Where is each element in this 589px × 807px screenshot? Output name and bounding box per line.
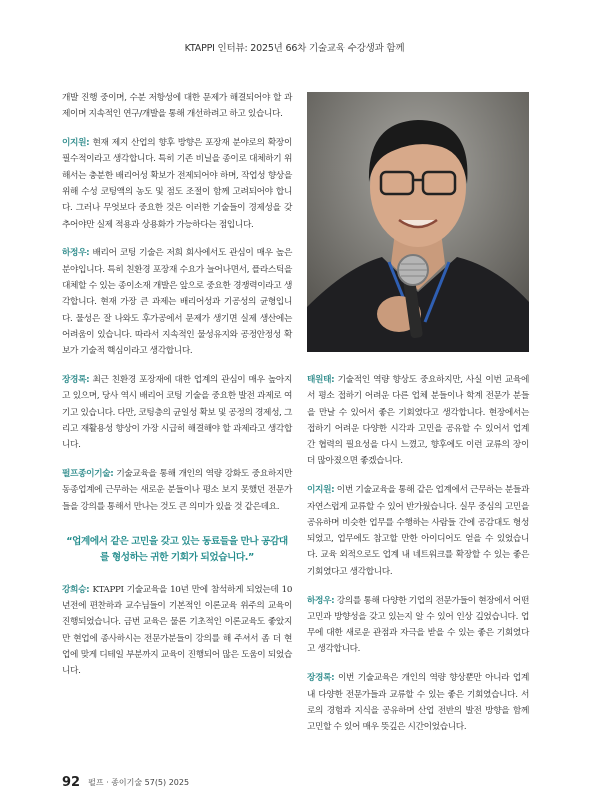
speaker-name: 태원태:	[307, 375, 335, 385]
speaker-name: 이지원:	[307, 485, 335, 496]
paragraph	[307, 482, 529, 580]
journal-reference: 펄프 · 종이기술 57(5) 2025	[88, 777, 190, 787]
speaker-name: 하정우:	[307, 595, 335, 606]
speaker-name: 장경록:	[307, 673, 335, 684]
paragraph	[62, 90, 292, 123]
paragraph	[62, 466, 292, 515]
paragraph-text: KTAPPI 기술교육을 10년 만에 참석하게 되었는데 10년전에 편찬하과 교수님들이 기본적인 이론교육 위주의 교육이 진행되었습니다. 금번 교육은 물론 기초적인 이론교육도 좋았지만 현업에 종사하시는 전문가분들이 강의를 해 주셔서 좀 더 현업에 맞게 디테일 부분까지 교육이 진행되어 많은 도움이 되었습니다.	[62, 584, 292, 677]
paragraph-text: 배리어 코팅 기술은 저희 회사에서도 관심이 매우 높은 분야입니다. 특히 친환경 포장재 수요가 늘어나면서, 플라스틱을 대체할 수 있는 종이소재 개발은 앞으로 중요한 경쟁력이라고 생각합니다. 현재 가장 큰 과제는 배리어성과 기공성의 균형입니다. 물성은 잘 나와도 후가공에서 문제가 생기면 실제 생산에는 어려움이 있습니다. 따라서 지속적인 물성유지와 공정안정성 확보가 기술적 핵심이라고 생각합니다.	[62, 248, 292, 357]
portrait-illustration	[307, 92, 529, 352]
paragraph	[307, 670, 529, 735]
paragraph-text: 기술교육을 통해 개인의 역량 강화도 중요하지만 동종업계에 근무하는 새로운 분들이나 평소 보지 못했던 전문가들을 강의를 통해서 만나는 것도 큰 의미가 있을 것 같은데요.	[62, 468, 292, 512]
speaker-name: 장경록:	[62, 374, 90, 385]
running-header: KTAPPI 인터뷰: 2025년 66차 기술교육 수강생과 함께	[184, 43, 405, 54]
paragraph-text: 강의를 통해 다양한 기업의 전문가들이 현장에서 어떤 고민과 방향성을 갖고 있는지 알 수 있어 인상 깊었습니다. 업무에 대한 새로운 관점과 자극을 받을 수 있는 좋은 기회였다고 생각합니다.	[307, 595, 529, 655]
speaker-name: 강희승:	[62, 584, 90, 595]
paragraph-text: 기술적인 역량 향상도 중요하지만, 사실 이번 교육에서 평소 접하기 어려운 다른 업체 분들이나 학계 전문가 분들을 만날 수 있어서 좋은 기회였다고 생각합니다. 현장에서는 접하기 어려운 다양한 시각과 고민을 공유할 수 있어서 업계 간 협력의 필요성을 다시 느꼈고, 향후에도 이런 교류의 장이 더 많아졌으면 좋겠습니다.	[307, 375, 529, 467]
paragraph	[307, 372, 529, 470]
paragraph	[62, 582, 292, 680]
page-number: 92	[62, 774, 81, 790]
paragraph	[62, 245, 292, 359]
paragraph	[62, 372, 292, 453]
right-column	[307, 372, 529, 748]
paragraph-text: 개발 진행 중이며, 수분 저항성에 대한 문제가 해결되어야 할 과제이며 지속적인 연구/개발을 통해 개선하려고 하고 있습니다.	[62, 93, 292, 120]
paragraph	[307, 593, 529, 658]
speaker-name: 하정우:	[62, 248, 90, 259]
interviewee-photo	[307, 92, 529, 352]
pull-quote: “업계에서 같은 고민을 갖고 있는 동료들을 만나 공감대를 형성하는 귀한 기회가 되었습니다.”	[66, 535, 288, 563]
left-column	[62, 90, 292, 692]
paragraph	[62, 135, 292, 233]
paragraph-text: 최근 친환경 포장재에 대한 업계의 관심이 매우 높아지고 있으며, 당사 역시 배리어 코팅 기술을 중요한 발전 과제로 여기고 있습니다. 다만, 코팅층의 균일성 확보 및 공정의 경제성, 그리고 재활용성 향상이 가장 시급히 해결해야 할 과제라고 생각합니다.	[62, 374, 292, 451]
page-footer	[62, 772, 189, 792]
paragraph-text: 현재 제지 산업의 향후 방향은 포장재 분야로의 확장이 필수적이라고 생각합니다. 특히 기존 비닐을 종이로 대체하기 위해서는 충분한 배리어성 확보가 전제되어야 하며, 작업성 향상을 위해 수성 코팅액의 농도 및 점도 조절이 함께 고려되어야 합니다. 그러나 무엇보다 중요한 것은 이러한 기술들이 경제성을 갖추어야만 실제 적용과 상용화가 가능하다는 점입니다.	[62, 138, 292, 230]
paragraph-text: 이번 기술교육을 통해 같은 업계에서 근무하는 분들과 자연스럽게 교류할 수 있어 반가웠습니다. 실무 중심의 고민을 공유하며 비슷한 업무를 수행하는 사람들 간에 공감대도 형성되었고, 업무에도 참고할 만한 아이디어도 얻을 수 있었습니다. 교육 외적으로도 업계 내 네트워크를 확장할 수 있는 좋은 기회였다고 생각합니다.	[307, 485, 529, 577]
paragraph-text: 이번 기술교육은 개인의 역량 향상뿐만 아니라 업계 내 다양한 전문가들과 교류할 수 있는 좋은 기회였습니다. 서로의 경험과 지식을 공유하며 산업 전반의 발전 방향을 함께 고민할 수 있어 매우 뜻깊은 시간이었습니다.	[307, 673, 529, 733]
speaker-name: 이지원:	[62, 138, 90, 149]
speaker-name: 펄프종이기술:	[62, 468, 114, 479]
